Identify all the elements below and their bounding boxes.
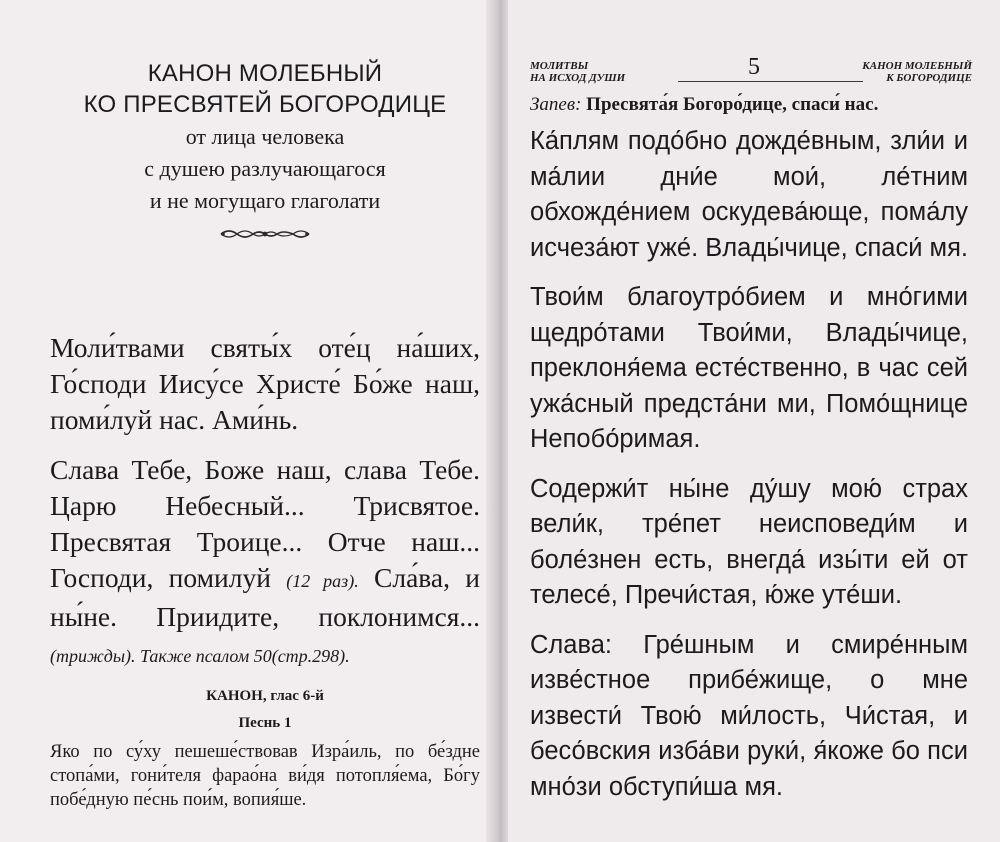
running-head-left-line2: НА ИСХОД ДУШИ — [530, 72, 626, 84]
troparion-2: Твои́м благоутро́бием и мно́гими щедро́тами Твои́ми, Влады́чице, преклоня́ема есте́ственно, в час сей ужа́сный предста́ни ми, Помо́щнице Непобо́римая. — [530, 283, 968, 453]
left-page — [0, 0, 492, 842]
ornament-divider-icon — [219, 226, 311, 242]
troparion-3: Содержи́т ны́не ду́шу мою́ страх вели́к, тре́пет неисповеди́м и боле́знен есть, внегда́ изы́ти ей от телесе́, Пречи́стая, ю́же уте́ши. — [530, 474, 968, 609]
canon-title-line1: КАНОН МОЛЕБНЫЙ — [147, 60, 383, 87]
canon-subtitle-line2: с душею разлучающагося — [144, 156, 386, 181]
repeat-note-12: (12 раз). — [286, 571, 359, 591]
canon-subtitle-line3: и не могущаго глаголати — [149, 188, 381, 213]
trisagion-continued-text: Сла́ва, и ны́не. Приидите, поклонимся... — [50, 562, 481, 632]
running-head-right — [862, 60, 972, 90]
troparion-1: Ка́плям подо́бно дожде́вным, зли́и и ма́лии дни́е мои́, ле́тним обхожде́нием оскудева́юще, пома́лу исчеза́ют уже́. Влады́чице, спаси́ мя. — [530, 127, 968, 262]
ode-irmos-text: Яко по су́ху пешеше́ствовав Изра́иль, по бе́здне стопа́ми, гони́теля фарао́на ви́дя потопля́ема, Бо́гу побе́дную пе́снь пои́м, вопия́ше. — [50, 742, 480, 810]
refrain — [530, 92, 968, 118]
opening-prayer: Моли́твами святы́х оте́ц на́ших, Го́споди Иису́се Христе́ Бо́же наш, поми́луй нас. Ами́нь. — [50, 332, 480, 435]
refrain-label: Запев: — [530, 94, 582, 115]
running-head-rule — [678, 81, 863, 82]
canon-subtitle-line1: от лица человека — [185, 124, 345, 149]
page-number: 5 — [748, 54, 760, 80]
running-head-left — [530, 60, 625, 90]
left-page-content — [50, 58, 480, 831]
troparion-glory: Слава: Гре́шным и смире́нным изве́стное прибе́жище, о мне извести́ Твою́ ми́лость, Чи́стая, и бесо́вския изба́ви руки́, я́коже бо пси мно́зи обступи́ша мя. — [530, 630, 968, 801]
canon-tone-heading: КАНОН, глас 6-й — [206, 688, 324, 704]
psalm-note: (трижды). Также псалом 50(стр.298). — [50, 646, 350, 666]
canon-title-line2: КО ПРЕСВЯТЕЙ БОГОРОДИЦЕ — [83, 91, 447, 118]
right-page — [508, 0, 1000, 842]
refrain-text: Пресвята́я Богоро́дице, спаси́ нас. — [586, 94, 879, 115]
right-page-content — [530, 92, 968, 805]
running-head-right-line2: К БОГОРОДИЦЕ — [886, 72, 972, 84]
trisagion-main-text: Слава Тебе, Боже наш, слава Тебе. Царю Небесный... Трисвятое. Пресвятая Троице... Отче наш... Господи, помилуй — [50, 454, 480, 593]
running-head-left-line1: МОЛИТВЫ — [530, 60, 589, 72]
running-head-right-line1: КАНОН МОЛЕБНЫЙ — [862, 60, 972, 72]
trisagion-prayers — [50, 452, 480, 674]
ode-heading: Песнь 1 — [238, 715, 292, 731]
